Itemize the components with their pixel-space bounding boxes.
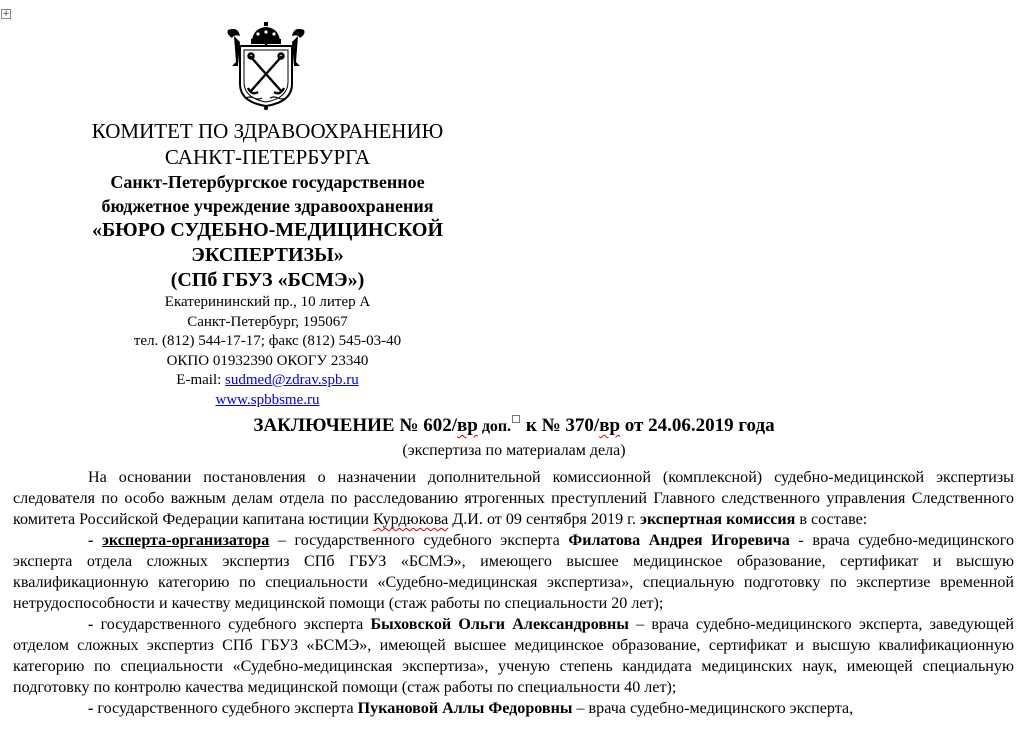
title-number: ЗАКЛЮЧЕНИЕ № 602/ (253, 415, 457, 436)
address-city: Санкт-Петербург, 195067 (187, 313, 348, 330)
email-line (40, 371, 495, 391)
title-suffix-1: вр (456, 415, 478, 436)
paragraph-expert-2 (13, 614, 1014, 698)
dash: - (88, 532, 102, 549)
expert-2-title: государственного судебного эксперта (100, 616, 371, 633)
title-dop: доп. (477, 418, 512, 435)
table-move-handle-icon[interactable]: + (2, 9, 10, 19)
intro-end: в составе: (795, 511, 868, 528)
paragraph-expert-3 (13, 698, 1014, 719)
expert-1-title: – государственного судебного эксперта (269, 532, 569, 549)
expert-2-details: – врача судебно-медицинского эксперта, заведующей отделом сложных экспертиз СПб ГБУЗ «БСМЭ», имеющей высшее медицинское образование, сертификат и высшую квалификационную категорию по специальности «Судебно-медицинская экспертиза», ученую степень кандидата медицинских наук, имеющей специальную подготовку по контролю качества медицинской помощи (стаж работы по специальности 40 лет); (13, 616, 1014, 696)
title-date: от 24.06.2019 года (620, 415, 775, 436)
body-text (13, 467, 1014, 719)
expert-1-details: - врача судебно-медицинского эксперта отдела сложных экспертиз СПб ГБУЗ «БСМЭ», имеющего высшее медицинское образование, сертификат и высшую квалификационную категорию по специальности «Судебно-медицинская экспертиза», специальную подготовку по экспертизе временной нетрудоспособности и качеству медицинской помощи (стаж работы по специальности 20 лет); (13, 532, 1014, 612)
title-suffix-2: вр (599, 415, 621, 436)
phone-fax: тел. (812) 544-17-17; факс (812) 545-03-40 (133, 333, 402, 349)
coat-of-arms-emblem (224, 22, 308, 112)
intro-text: На основании постановления о назначении дополнительной комиссионной (комплексной) судебно-медицинской экспертизы следователя по особо важным делам отдела по расследованию ятрогенных преступлений Главного следственного управления Следственного комитета Российской Федерации капитана юстиции (13, 469, 1014, 528)
document-subtitle: (экспертиза по материалам дела) (402, 442, 626, 459)
website-link[interactable]: www.spbbsme.ru (215, 391, 320, 408)
institution-line-1: Санкт-Петербургское государственное (110, 172, 425, 192)
document-title (0, 415, 1028, 437)
investigator-name: Курдюкова (373, 511, 449, 528)
expert-3-title: государственного судебного эксперта (97, 700, 358, 717)
expert-2-name: Быховской Ольги Александровны (370, 616, 629, 633)
commission-label: экспертная комиссия (639, 511, 796, 528)
organizer-role: эксперта-организатора (101, 532, 270, 549)
crown-icon (251, 22, 281, 44)
address-street: Екатерининский пр., 10 литер А (164, 294, 371, 310)
title-ref: к № 370/ (521, 415, 600, 436)
paragraph-expert-1 (13, 530, 1014, 614)
dash: - (88, 700, 98, 717)
dash: - (88, 616, 101, 633)
letterhead (40, 118, 495, 410)
expert-3-details: – врача судебно-медицинского эксперта, (572, 700, 854, 717)
expert-3-name: Пукановой Аллы Федоровны (357, 700, 573, 717)
email-label: E-mail: (176, 372, 222, 388)
intro-date: Д.И. от 09 сентября 2019 г. (448, 511, 640, 528)
anchor-marker-icon (512, 415, 520, 423)
website-line (40, 391, 495, 411)
institution-line-2: бюджетное учреждение здравоохранения (101, 196, 434, 216)
institution-line-3: «БЮРО СУДЕБНО-МЕДИЦИНСКОЙ (91, 219, 444, 241)
paragraph-intro (13, 467, 1014, 530)
committee-line-1: КОМИТЕТ ПО ЗДРАВООХРАНЕНИЮ (91, 119, 444, 143)
institution-abbreviation: (СПб ГБУЗ «БСМЭ») (170, 269, 365, 291)
okpo-okogu-codes: ОКПО 01932390 ОКОГУ 23340 (166, 352, 369, 369)
expert-1-name: Филатова Андрея Игоревича (568, 532, 790, 549)
email-link[interactable]: sudmed@zdrav.spb.ru (225, 372, 359, 388)
committee-line-2: САНКТ-ПЕТЕРБУРГА (164, 145, 371, 169)
institution-line-4: ЭКСПЕРТИЗЫ» (191, 244, 344, 266)
